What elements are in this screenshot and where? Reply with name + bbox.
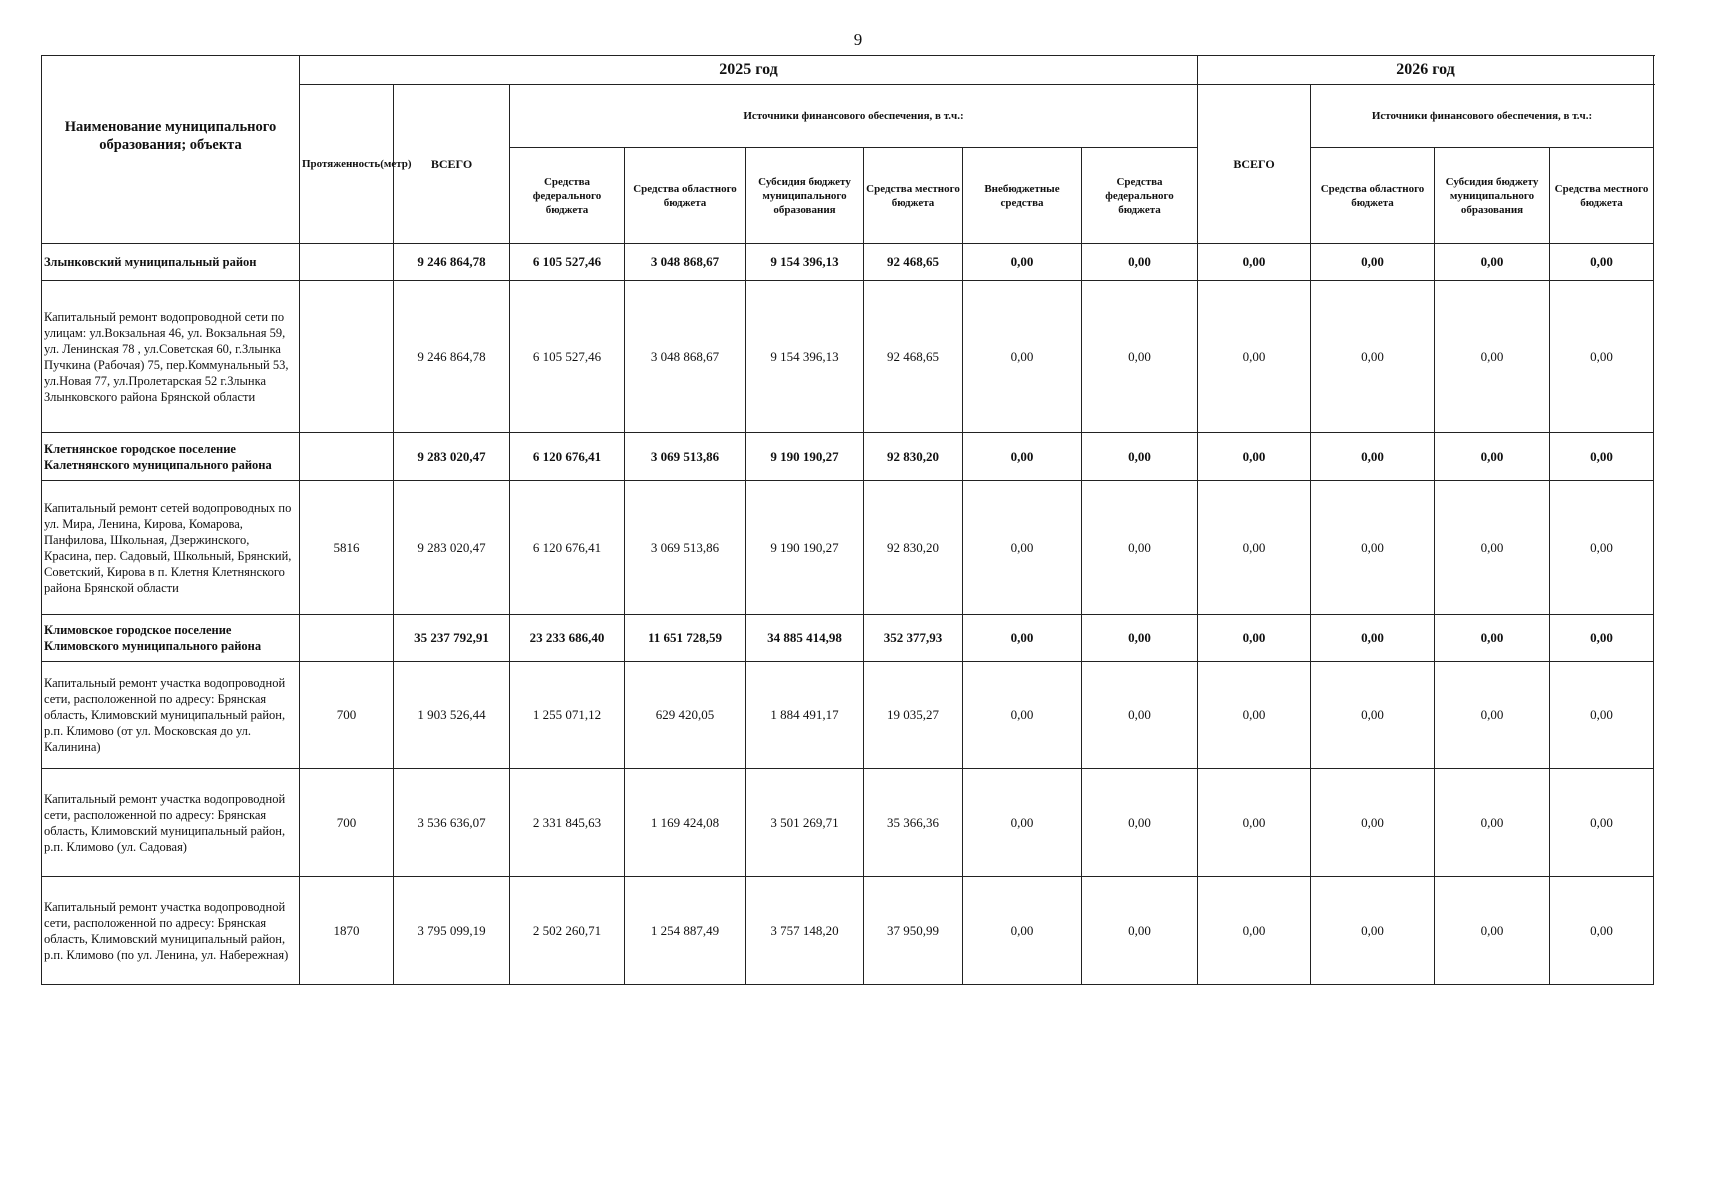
- length-cell: 700: [300, 769, 394, 877]
- amount-cell: 0,00: [1550, 662, 1654, 769]
- amount-cell: 34 885 414,98: [746, 615, 864, 662]
- amount-cell: 0,00: [1082, 662, 1198, 769]
- amount-cell: 0,00: [1550, 433, 1654, 481]
- object-name-cell: Клетнянское городское поселение Калетнянского муниципального района: [42, 433, 300, 481]
- amount-cell: 0,00: [1311, 662, 1435, 769]
- amount-cell: 2 502 260,71: [510, 877, 625, 985]
- header-2025-regional: Средства областного бюджета: [625, 148, 746, 244]
- amount-cell: 0,00: [1550, 481, 1654, 615]
- amount-cell: 35 237 792,91: [394, 615, 510, 662]
- amount-cell: 3 048 868,67: [625, 244, 746, 281]
- amount-cell: 1 884 491,17: [746, 662, 864, 769]
- header-2025-subsidy: Субсидия бюджету муниципального образования: [746, 148, 864, 244]
- amount-cell: 1 255 071,12: [510, 662, 625, 769]
- amount-cell: 11 651 728,59: [625, 615, 746, 662]
- length-cell: 1870: [300, 877, 394, 985]
- amount-cell: 352 377,93: [864, 615, 963, 662]
- amount-cell: 0,00: [963, 244, 1082, 281]
- amount-cell: 0,00: [1082, 481, 1198, 615]
- budget-table: [41, 55, 1654, 985]
- amount-cell: 6 120 676,41: [510, 433, 625, 481]
- amount-cell: 0,00: [1198, 662, 1311, 769]
- amount-cell: 9 190 190,27: [746, 481, 864, 615]
- amount-cell: 9 246 864,78: [394, 281, 510, 433]
- amount-cell: 0,00: [1198, 877, 1311, 985]
- amount-cell: 3 501 269,71: [746, 769, 864, 877]
- amount-cell: 629 420,05: [625, 662, 746, 769]
- header-2025-local: Средства местного бюджета: [864, 148, 963, 244]
- table-row: [42, 244, 1654, 281]
- amount-cell: 0,00: [963, 877, 1082, 985]
- header-total-2026: ВСЕГО: [1198, 85, 1311, 244]
- amount-cell: 0,00: [963, 769, 1082, 877]
- amount-cell: 0,00: [1311, 481, 1435, 615]
- object-name-cell: Капитальный ремонт участка водопроводной сети, расположенной по адресу: Брянская область, Климовский муниципальный район, р.п. Климово (ул. Садовая): [42, 769, 300, 877]
- length-cell: [300, 281, 394, 433]
- table-header: [42, 56, 1654, 244]
- amount-cell: 0,00: [1435, 877, 1550, 985]
- amount-cell: 0,00: [1550, 281, 1654, 433]
- amount-cell: 0,00: [1198, 433, 1311, 481]
- object-name-cell: Капитальный ремонт сетей водопроводных по ул. Мира, Ленина, Кирова, Комарова, Панфилова, Школьная, Дзержинского, Красина, пер. Садовый, Школьный, Брянский, Советский, Кирова в п. Клетня Клетнянского района Брянской области: [42, 481, 300, 615]
- length-cell: [300, 615, 394, 662]
- amount-cell: 35 366,36: [864, 769, 963, 877]
- table-row: [42, 481, 1654, 615]
- amount-cell: 0,00: [1435, 769, 1550, 877]
- amount-cell: 3 069 513,86: [625, 481, 746, 615]
- amount-cell: 0,00: [1082, 615, 1198, 662]
- amount-cell: 0,00: [1435, 481, 1550, 615]
- header-length-column: Протяженность(метр): [300, 85, 394, 244]
- amount-cell: 3 757 148,20: [746, 877, 864, 985]
- amount-cell: 0,00: [1311, 615, 1435, 662]
- amount-cell: 0,00: [1550, 769, 1654, 877]
- header-year-2025: 2025 год: [300, 56, 1198, 85]
- header-sources-2026: Источники финансового обеспечения, в т.ч.:: [1311, 85, 1654, 148]
- object-name-cell: Климовское городское поселение Климовского муниципального района: [42, 615, 300, 662]
- amount-cell: 9 246 864,78: [394, 244, 510, 281]
- header-name-column: Наименование муниципального образования; объекта: [42, 56, 300, 244]
- amount-cell: 0,00: [963, 433, 1082, 481]
- amount-cell: 3 795 099,19: [394, 877, 510, 985]
- amount-cell: 9 283 020,47: [394, 433, 510, 481]
- table-row: [42, 877, 1654, 985]
- amount-cell: 0,00: [1550, 244, 1654, 281]
- amount-cell: 0,00: [1198, 244, 1311, 281]
- amount-cell: 0,00: [963, 281, 1082, 433]
- table-body: [42, 244, 1654, 985]
- amount-cell: 9 283 020,47: [394, 481, 510, 615]
- amount-cell: 0,00: [1435, 244, 1550, 281]
- amount-cell: 0,00: [963, 662, 1082, 769]
- amount-cell: 0,00: [963, 481, 1082, 615]
- amount-cell: 1 169 424,08: [625, 769, 746, 877]
- object-name-cell: Капитальный ремонт участка водопроводной сети, расположенной по адресу: Брянская область, Климовский муниципальный район, р.п. Климово (по ул. Ленина, ул. Набережная): [42, 877, 300, 985]
- amount-cell: 0,00: [1082, 877, 1198, 985]
- amount-cell: 0,00: [1550, 877, 1654, 985]
- object-name-cell: Капитальный ремонт участка водопроводной сети, расположенной по адресу: Брянская область, Климовский муниципальный район, р.п. Климово (от ул. Московская до ул. Калинина): [42, 662, 300, 769]
- header-2026-regional: Средства областного бюджета: [1311, 148, 1435, 244]
- amount-cell: 0,00: [1311, 244, 1435, 281]
- page-number: 9: [853, 30, 863, 49]
- amount-cell: 6 120 676,41: [510, 481, 625, 615]
- amount-cell: 0,00: [1198, 769, 1311, 877]
- amount-cell: 3 069 513,86: [625, 433, 746, 481]
- header-2026-local: Средства местного бюджета: [1550, 148, 1654, 244]
- amount-cell: 1 903 526,44: [394, 662, 510, 769]
- amount-cell: 9 154 396,13: [746, 281, 864, 433]
- amount-cell: 0,00: [1311, 769, 1435, 877]
- amount-cell: 0,00: [1198, 615, 1311, 662]
- table-row: [42, 769, 1654, 877]
- object-name-cell: Капитальный ремонт водопроводной сети по улицам: ул.Вокзальная 46, ул. Вокзальная 59, ул. Ленинская 78 , ул.Советская 60, г.Злынка Пучкина (Рабочая) 75, пер.Коммунальный 53, ул.Новая 77, ул.Пролетарская 52 г.Злынка Злынковского района Брянской области: [42, 281, 300, 433]
- header-2025-federal: Средства федерального бюджета: [510, 148, 625, 244]
- table-row: [42, 281, 1654, 433]
- amount-cell: 92 468,65: [864, 244, 963, 281]
- amount-cell: 23 233 686,40: [510, 615, 625, 662]
- table-row: [42, 662, 1654, 769]
- header-2025-extrabudget: Внебюджетные средства: [963, 148, 1082, 244]
- amount-cell: 3 536 636,07: [394, 769, 510, 877]
- amount-cell: 0,00: [1198, 481, 1311, 615]
- amount-cell: 0,00: [1435, 615, 1550, 662]
- amount-cell: 2 331 845,63: [510, 769, 625, 877]
- amount-cell: 0,00: [1311, 281, 1435, 433]
- amount-cell: 0,00: [1082, 769, 1198, 877]
- header-2026-federal: Средства федерального бюджета: [1082, 148, 1198, 244]
- length-cell: [300, 244, 394, 281]
- table-row: [42, 615, 1654, 662]
- object-name-cell: Злынковский муниципальный район: [42, 244, 300, 281]
- amount-cell: 1 254 887,49: [625, 877, 746, 985]
- amount-cell: 37 950,99: [864, 877, 963, 985]
- header-total-2025: ВСЕГО: [394, 85, 510, 244]
- table-row: [42, 433, 1654, 481]
- length-cell: [300, 433, 394, 481]
- amount-cell: 9 154 396,13: [746, 244, 864, 281]
- amount-cell: 0,00: [1082, 433, 1198, 481]
- amount-cell: 3 048 868,67: [625, 281, 746, 433]
- length-cell: 5816: [300, 481, 394, 615]
- amount-cell: 9 190 190,27: [746, 433, 864, 481]
- amount-cell: 6 105 527,46: [510, 281, 625, 433]
- amount-cell: 92 830,20: [864, 433, 963, 481]
- header-2026-subsidy: Субсидия бюджету муниципального образования: [1435, 148, 1550, 244]
- amount-cell: 0,00: [963, 615, 1082, 662]
- amount-cell: 0,00: [1435, 281, 1550, 433]
- amount-cell: 0,00: [1082, 281, 1198, 433]
- amount-cell: 6 105 527,46: [510, 244, 625, 281]
- amount-cell: 0,00: [1435, 433, 1550, 481]
- amount-cell: 0,00: [1198, 281, 1311, 433]
- amount-cell: 0,00: [1082, 244, 1198, 281]
- amount-cell: 0,00: [1311, 877, 1435, 985]
- amount-cell: 0,00: [1550, 615, 1654, 662]
- header-sources-2025: Источники финансового обеспечения, в т.ч.:: [510, 85, 1198, 148]
- length-cell: 700: [300, 662, 394, 769]
- amount-cell: 19 035,27: [864, 662, 963, 769]
- amount-cell: 92 830,20: [864, 481, 963, 615]
- amount-cell: 0,00: [1435, 662, 1550, 769]
- amount-cell: 92 468,65: [864, 281, 963, 433]
- header-year-2026: 2026 год: [1198, 56, 1654, 85]
- amount-cell: 0,00: [1311, 433, 1435, 481]
